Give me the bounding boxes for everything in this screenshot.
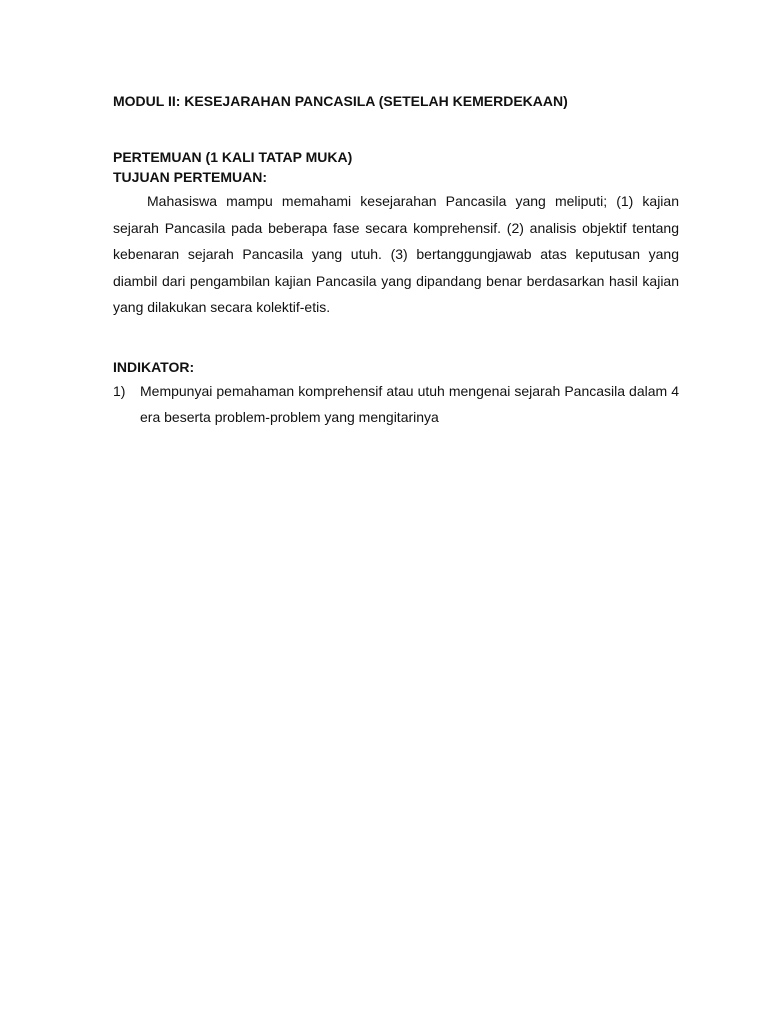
indicator-number: 1) xyxy=(113,382,126,399)
indicator-text: Mempunyai pemahaman komprehensif atau utuh mengenai sejarah Pancasila dalam 4 era beserta problem-problem yang mengitarinya xyxy=(140,382,679,425)
objective-heading: TUJUAN PERTEMUAN: xyxy=(113,169,267,185)
spacer xyxy=(113,321,679,357)
indicator-item xyxy=(113,378,679,431)
document-content xyxy=(113,91,679,431)
objective-paragraph: Mahasiswa mampu memahami kesejarahan Pancasila yang meliputi; (1) kajian sejarah Pancasila pada beberapa fase secara komprehensif. (2) analisis objektif tentang kebenaran sejarah Pancasila yang utuh. (3) bertanggungjawab atas keputusan yang diambil dari pengambilan kajian Pancasila yang dipandang benar berdasarkan hasil kajian yang dilakukan secara kolektif-etis. xyxy=(113,193,679,315)
indicator-list xyxy=(113,378,679,431)
indicator-heading: INDIKATOR: xyxy=(113,358,195,375)
meeting-heading: PERTEMUAN (1 KALI TATAP MUKA) xyxy=(113,149,353,165)
spacer xyxy=(113,111,679,147)
module-title: MODUL II: KESEJARAHAN PANCASILA (SETELAH KEMERDEKAAN) xyxy=(113,93,568,109)
